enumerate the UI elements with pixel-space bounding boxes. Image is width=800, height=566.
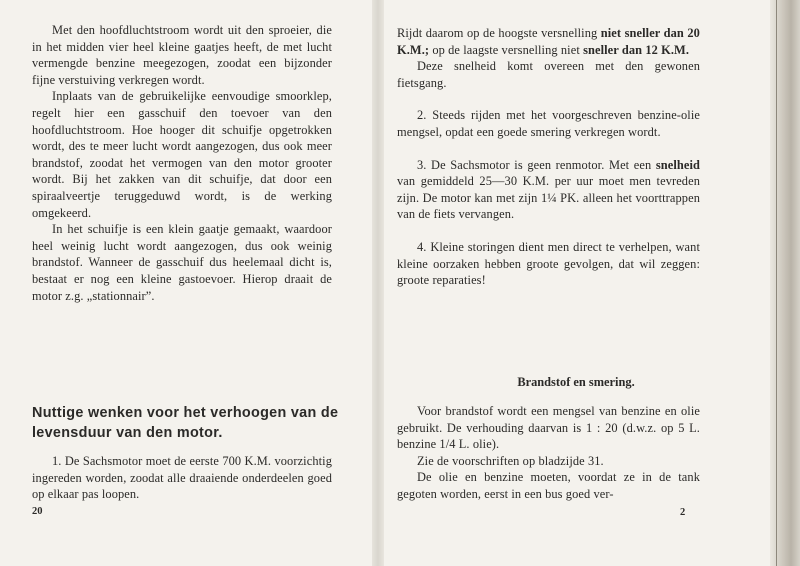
tip-item-3-bold: snelheid: [655, 157, 700, 172]
left-paragraph-3: In het schuifje is een klein gaatje gemaakt, waardoor heel weinig lucht wordt aangezogen, dus ook weinig brandstof. Wanneer de gasschuif dus heelemaal dicht is, bestaat er nog een kleine gastoevoer. Hierop draait de motor z.g. „stationnair”.: [32, 222, 332, 303]
right-lower-text: [397, 403, 700, 503]
tip-item-3-c: van gemiddeld 25—30 K.M. per uur moet men tevreden zijn. De motor kan met zijn 1¼ PK. alleen het voorttrappen van de fiets vervangen.: [397, 174, 700, 222]
tip-item-3: [397, 157, 700, 223]
right-page: [384, 0, 770, 566]
left-body-text: [32, 22, 332, 304]
left-paragraph-1: Met den hoofdluchtstroom wordt uit den sproeier, die in het midden vier heel kleine gaatjes heeft, de met lucht vermengde benzine meegezogen, zoodat een bijzonder fijne verstuiving verkregen wordt.: [32, 23, 332, 87]
section-heading-tips: Nuttige wenken voor het verhoogen van de levensduur van den motor.: [32, 405, 339, 441]
tip-item-3-a: 3. De Sachsmotor is geen renmotor. Met een: [417, 157, 656, 172]
page-number-left: 20: [32, 506, 43, 517]
section-heading-fuel: Brandstof en smering.: [517, 375, 635, 389]
right-paragraph-1b: Deze snelheid komt overeen met den gewonen fietsgang.: [397, 59, 700, 90]
fuel-paragraph-3: De olie en benzine moeten, voordat ze in de tank gegoten worden, eerst in een bus goed ver-: [397, 470, 700, 501]
speed-text-a: Rijdt daarom op de hoogste versnelling: [397, 26, 601, 40]
left-page: [0, 0, 372, 566]
fuel-paragraph-1: Voor brandstof wordt een mengsel van benzine en olie gebruikt. De verhouding daarvan is 1 : 20 (d.w.z. op 5 L. benzine 1/4 L. olie).: [397, 404, 700, 452]
tip-item-4: 4. Kleine storingen dient men direct te verhelpen, want kleine oorzaken hebben groote gevolgen, dat wil zeggen: groote reparaties!: [397, 239, 700, 288]
speed-limit-high: niet sneller dan 20 K.M.;: [397, 26, 700, 57]
book-gutter: [372, 0, 384, 566]
left-lower-text: [32, 453, 332, 503]
speed-text-c: op de laagste versnelling niet: [429, 42, 584, 57]
right-paragraph-1: [397, 25, 700, 58]
speed-limit-low: sneller dan 12 K.M.: [583, 42, 690, 57]
tip-item-1: 1. De Sachsmotor moet de eerste 700 K.M. voorzichtig ingereden worden, zoodat alle draaiende onderdeelen goed op elkaar pas loopen.: [32, 454, 332, 502]
page-number-right: 2: [680, 507, 686, 518]
left-paragraph-2: Inplaats van de gebruikelijke eenvoudige smoorklep, regelt hier een gasschuif den toevoer van den hoofdluchtstroom. Hoe hooger dit schuifje opgetrokken wordt, des te meer lucht wordt aangezogen, dus ook meer brandstof, zoodat het vermogen van den motor grooter wordt. Bij het zakken van dit schuifje, dat door een spiraalveertje teruggeduwd wordt, is de werking omgekeerd.: [32, 89, 332, 220]
right-body-text: [397, 25, 700, 289]
fuel-paragraph-2: Zie de voorschriften op bladzijde 31.: [417, 453, 604, 468]
page-edge-line: [776, 0, 777, 566]
tip-item-2: 2. Steeds rijden met het voorgeschreven benzine-olie mengsel, opdat een goede smering verkregen wordt.: [397, 108, 700, 139]
page-edge-shadow: [770, 0, 800, 566]
